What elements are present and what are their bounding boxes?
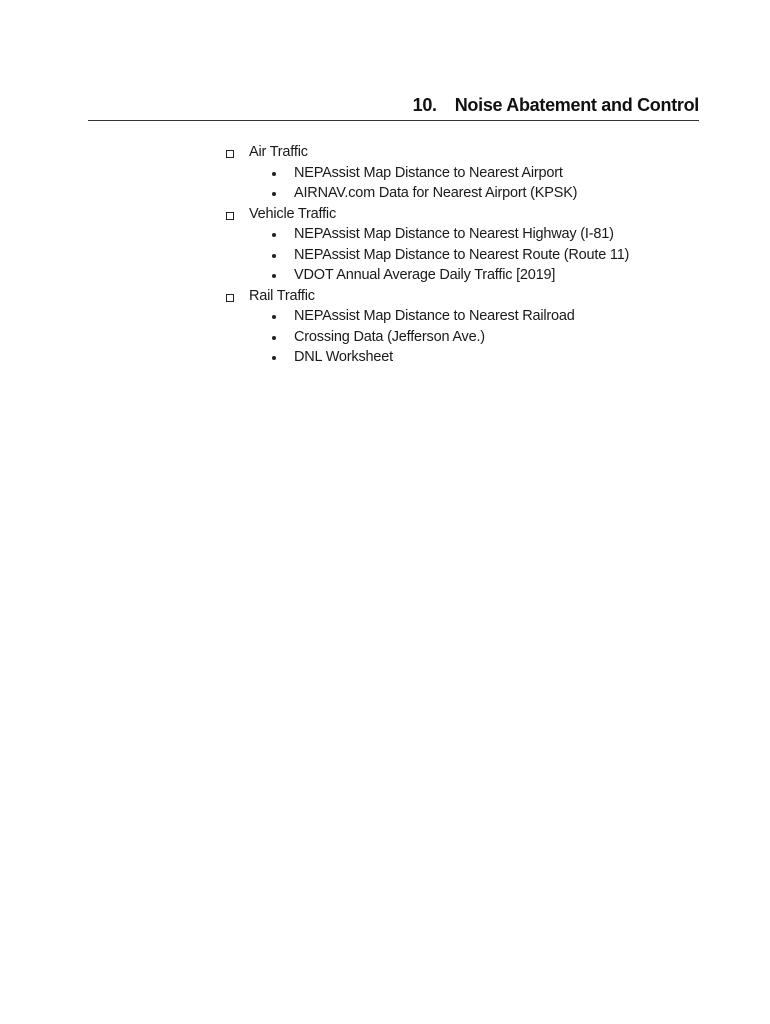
list-item-text: NEPAssist Map Distance to Nearest Railroad [294, 308, 575, 324]
list-item-text: NEPAssist Map Distance to Nearest Airport [294, 164, 563, 181]
category-air-traffic [224, 142, 704, 163]
checklist-outline [224, 142, 704, 368]
checkbox-square-icon [226, 150, 234, 158]
list-item [224, 183, 704, 204]
list-item-text: NEPAssist Map Distance to Nearest Highway (I-81) [294, 226, 614, 242]
list-item [224, 163, 704, 184]
bullet-dot-icon [272, 274, 276, 278]
section-header [88, 90, 699, 121]
list-item [224, 327, 704, 348]
list-item-text: NEPAssist Map Distance to Nearest Route (Route 11) [294, 246, 630, 263]
category-label: Rail Traffic [249, 287, 315, 304]
checkbox-square-icon [226, 294, 234, 302]
bullet-dot-icon [272, 192, 276, 196]
list-item [224, 347, 704, 368]
checkbox-square-icon [226, 212, 234, 220]
list-item-text: Crossing Data (Jefferson Ave.) [294, 328, 485, 345]
category-label: Vehicle Traffic [249, 205, 337, 222]
list-item [224, 224, 704, 245]
bullet-dot-icon [272, 336, 276, 340]
bullet-dot-icon [272, 315, 276, 319]
bullet-dot-icon [272, 254, 276, 258]
section-title: Noise Abatement and Control [454, 95, 699, 115]
list-item-text: DNL Worksheet [294, 349, 393, 365]
list-item [224, 265, 704, 286]
category-label: Air Traffic [249, 144, 308, 160]
section-heading [413, 95, 699, 116]
list-item-text: AIRNAV.com Data for Nearest Airport (KPSK) [294, 185, 578, 201]
section-number: 10. [412, 95, 437, 115]
list-item [224, 245, 704, 266]
list-item [224, 306, 704, 327]
bullet-dot-icon [272, 233, 276, 237]
bullet-dot-icon [272, 172, 276, 176]
list-item-text: VDOT Annual Average Daily Traffic [2019] [294, 267, 556, 283]
bullet-dot-icon [272, 356, 276, 360]
category-vehicle-traffic [224, 204, 704, 225]
category-rail-traffic [224, 286, 704, 307]
